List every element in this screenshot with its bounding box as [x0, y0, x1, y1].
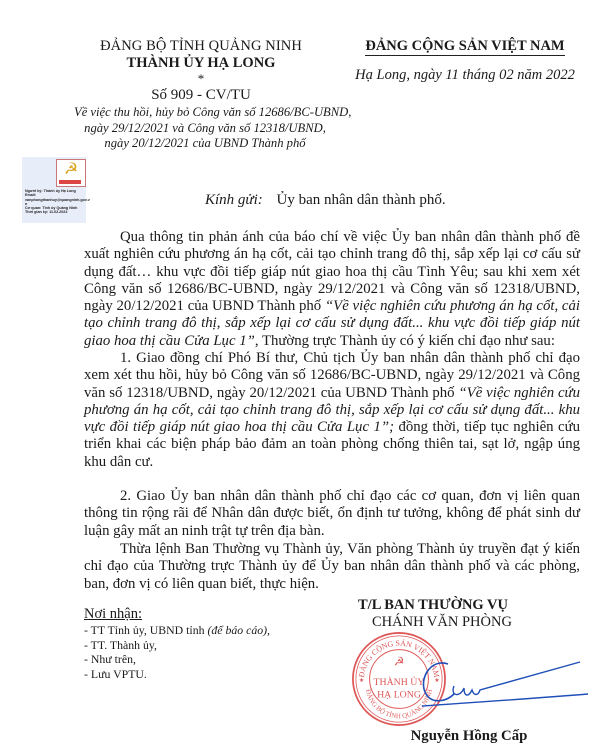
issuer-header: [74, 38, 352, 152]
signer-role-primary: T/L BAN THƯỜNG VỤ: [358, 597, 508, 613]
greeting-label: Kính gửi:: [205, 192, 263, 208]
subject-line: ngày 29/12/2021 và Công văn số 12318/UBND,: [84, 120, 326, 135]
svg-text:THÀNH ỦY: THÀNH ỦY: [373, 676, 425, 688]
national-title: ĐẢNG CỘNG SẢN VIỆT NAM: [365, 38, 565, 54]
svg-text:HẠ LONG: HẠ LONG: [377, 689, 421, 701]
signer-role-secondary: CHÁNH VĂN PHÒNG: [372, 614, 512, 630]
greeting: [205, 191, 446, 209]
signer-name: Nguyễn Hồng Cấp: [410, 728, 528, 744]
star-separator: *: [197, 71, 205, 86]
recipient-item: - Như trên,: [84, 652, 136, 666]
national-header: [345, 37, 585, 84]
body-paragraph-intro: Qua thông tin phản ánh của báo chí về việc Ủy ban nhân dân thành phố đề xuất nghiên cứu phương án hạ cốt, cải tạo chỉnh trang đô thị, sắp xếp lại cơ cấu sử dụng đất… khu vực đồi tiếp giáp nút giao hoa thị cầu Tình Yêu; sau khi xem xét Công văn số 12686/BC-UBND, ngày 29/12/2021 và Công văn số 12318/UBND, ngày 20/12/2021 của UBND Thành phố “Về việc nghiên cứu phương án hạ cốt, cải tạo chỉnh trang đô thị, sắp xếp lại cơ cấu sử dụng đất... khu vực đồi tiếp giáp nút giao hoa thị cầu Cửa Lục 1”, Thường trực Thành ủy có ý kiến chỉ đạo như sau:: [84, 229, 580, 349]
handwritten-signature: [420, 650, 590, 720]
hammer-sickle-icon: ☭: [56, 159, 86, 187]
subject-line: Về việc thu hồi, hủy bỏ Công văn số 12686/BC-UBND,: [74, 105, 352, 119]
digital-signature-info: Người ký: Thành ủy Hạ Long Email: vanphongthanhuy@quangninh.gov.v n Cơ quan: Tỉnh ủy Quảng Ninh Thời gian ký: 11.02.2022: [25, 189, 90, 215]
svg-text:ĐẢNG BỘ TỈNH QUẢNG NINH: ĐẢNG BỘ TỈNH QUẢNG NINH: [363, 688, 435, 721]
recipient-item: - TT. Thành ủy,: [84, 637, 157, 652]
recipient-item: - TT Tỉnh ủy, UBND tỉnh (để báo cáo),: [84, 623, 271, 637]
svg-text:☭: ☭: [393, 655, 405, 669]
recipient-item: - Lưu VPTU.: [84, 666, 147, 681]
body-paragraph-directive-2: 2. Giao Ủy ban nhân dân thành phố chỉ đạo các cơ quan, đơn vị liên quan thông tin rộng rãi để Nhân dân được biết, ổn định tư tưởng, không để phát sinh dư luận gây mất an ninh trật tự trên địa bàn.: [84, 488, 580, 539]
place-date: Hạ Long, ngày 11 tháng 02 năm 2022: [355, 67, 575, 83]
svg-text:★: ★: [434, 677, 440, 684]
body-paragraph-directive-1: 1. Giao đồng chí Phó Bí thư, Chủ tịch Ủy ban nhân dân thành phố chỉ đạo xem xét thu hồi, hủy bỏ Công văn số 12686/BC-UBND, ngày 29/12/2021 và Công văn số 12318/UBND, ngày 20/12/2021 của UBND Thành phố “Về việc nghiên cứu phương án hạ cốt, cải tạo chỉnh trang đô thị, sắp xếp lại cơ cấu sử dụng đất... khu vực đồi tiếp giáp nút giao hoa thị cầu Cửa Lục 1”; đồng thời, tiếp tục nghiên cứu triển khai các biện pháp bảo đảm an toàn phòng chống thiên tai, sạt lở, ngập úng khu dân cư.: [84, 350, 581, 470]
party-committee: ĐẢNG BỘ TỈNH QUẢNG NINH: [100, 38, 302, 54]
issuer-name: THÀNH ỦY HẠ LONG: [126, 55, 276, 71]
greeting-recipient: Ủy ban nhân dân thành phố.: [276, 192, 446, 208]
document-number: Số 909 - CV/TU: [151, 87, 251, 103]
recipients-title: Nơi nhận:: [84, 606, 143, 622]
body-paragraph-closing: Thừa lệnh Ban Thường vụ Thành ủy, Văn phòng Thành ủy truyền đạt ý kiến chỉ đạo của Thường trực Thành ủy để Ủy ban nhân dân thành phố và các phòng, ban, đơn vị có liên quan biết, thực hiện.: [84, 541, 580, 592]
recipients-list: [84, 605, 324, 681]
subject-line: ngày 20/12/2021 của UBND Thành phố: [104, 136, 306, 150]
svg-text:ĐẢNG CỘNG SẢN VIỆT NAM: ĐẢNG CỘNG SẢN VIỆT NAM: [356, 638, 442, 679]
digital-signature-stamp: [22, 157, 90, 223]
svg-text:★: ★: [358, 677, 365, 684]
